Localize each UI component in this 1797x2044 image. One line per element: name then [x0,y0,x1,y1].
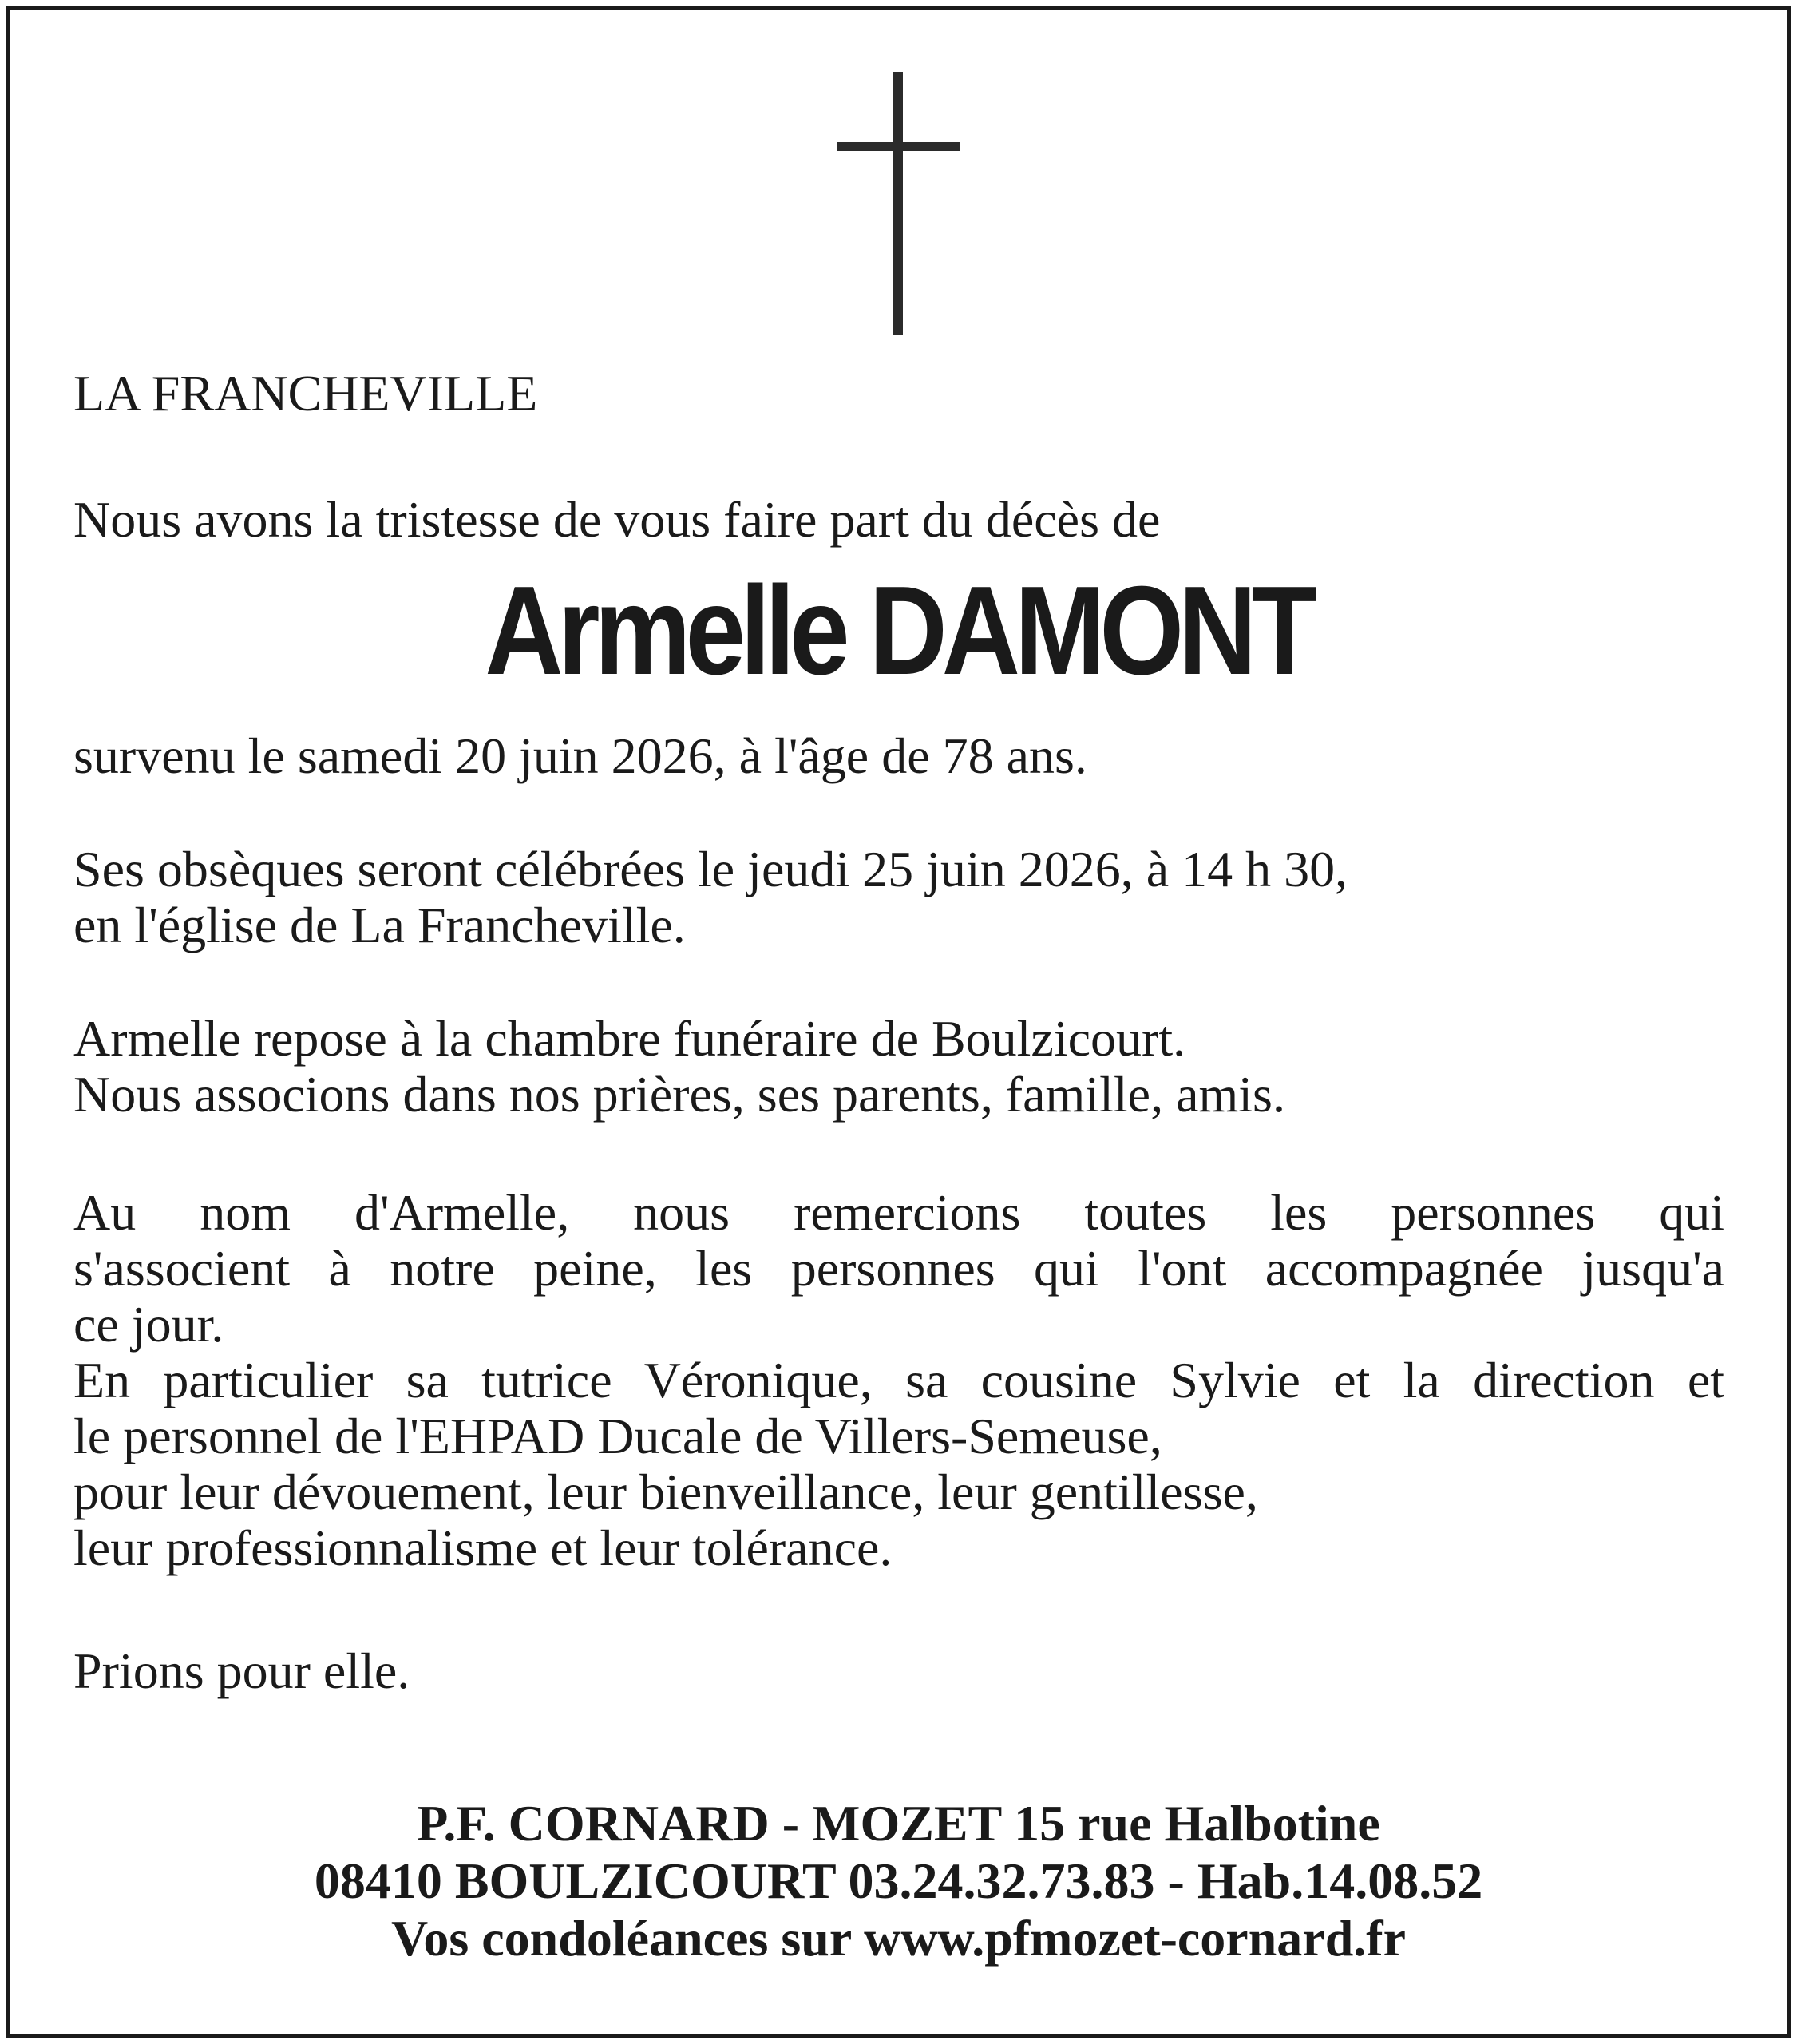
funeral-home-address: P.F. CORNARD - MOZET 15 rue Halbotine [417,1795,1380,1852]
cross-horizontal-bar [837,142,960,151]
thanks-line: leur professionnalisme et leur tolérance. [73,1519,893,1576]
funeral-home-phone: 08410 BOULZICOURT 03.24.32.73.83 - Hab.14.08.52 [314,1852,1483,1909]
thanks-line: s'associent à notre peine, les personnes qui l'ont accompagnée jusqu'a [73,1240,1724,1297]
thanks-line: pour leur dévouement, leur bienveillance, leur gentillesse, [73,1464,1258,1520]
thanks-line: ce jour. [73,1296,224,1353]
latin-cross-icon [837,72,960,335]
condolences-website: Vos condoléances sur www.pfmozet-cornard.fr [391,1910,1406,1967]
thanks-line: Au nom d'Armelle, nous remercions toutes les personnes qui [73,1184,1724,1241]
death-date-line: survenu le samedi 20 juin 2026, à l'âge de 78 ans. [73,727,1087,784]
announcement-intro: Nous avons la tristesse de vous faire part du décès de [73,491,1161,548]
rest-line: Nous associons dans nos prières, ses parents, famille, amis. [73,1066,1285,1123]
funeral-line: en l'église de La Francheville. [73,897,686,953]
thanks-line: En particulier sa tutrice Véronique, sa cousine Sylvie et la direction et [73,1352,1724,1408]
place-name: LA FRANCHEVILLE [73,365,538,422]
funeral-home-footer [0,1795,1797,1967]
funeral-paragraph [73,842,1724,953]
rest-paragraph [73,1011,1724,1123]
cross-vertical-bar [893,72,903,335]
closing-prayer: Prions pour elle. [73,1642,410,1699]
deceased-name: Armelle DAMONT [485,561,1312,701]
thanks-line: le personnel de l'EHPAD Ducale de Villers-Semeuse, [73,1408,1162,1464]
rest-line: Armelle repose à la chambre funéraire de Boulzicourt. [73,1010,1186,1067]
thanks-paragraph [73,1408,1724,1576]
funeral-line: Ses obsèques seront célébrées le jeudi 25 juin 2026, à 14 h 30, [73,841,1348,897]
